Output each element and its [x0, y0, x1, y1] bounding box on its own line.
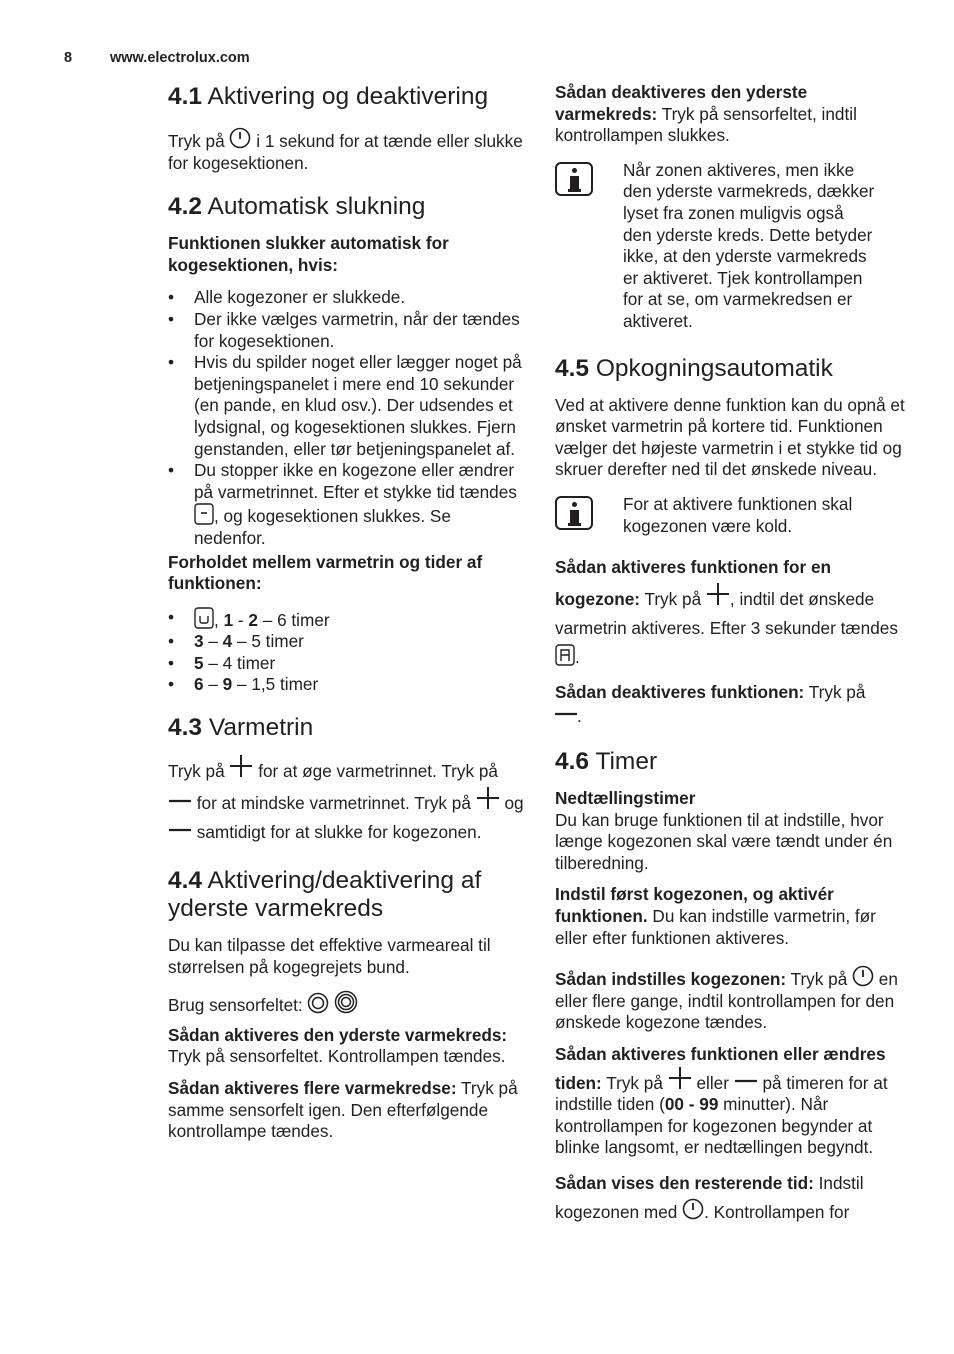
list-item: • Alle kogezoner er slukkede.	[168, 287, 524, 309]
info-note	[555, 160, 907, 333]
minus-icon	[734, 1079, 758, 1083]
text: samtidigt for at slukke for kogezonen.	[192, 822, 482, 843]
s45-deactivate	[555, 680, 907, 728]
s44-deactivate	[555, 82, 907, 147]
text: – 6 timer	[257, 609, 330, 630]
power-icon	[229, 127, 251, 149]
s46-change	[555, 1044, 907, 1159]
level: 1	[223, 609, 234, 630]
s44-multi	[168, 1078, 524, 1143]
text: Brug sensorfeltet:	[168, 995, 308, 1016]
timer-icon	[852, 965, 874, 987]
s42-lead	[168, 233, 524, 276]
level: 5	[194, 652, 204, 673]
s41-paragraph	[168, 127, 524, 174]
bold-text: Sådan vises den resterende tid:	[555, 1173, 814, 1193]
s44-activate	[168, 1025, 524, 1068]
minus-icon	[555, 712, 577, 716]
text: – 5 timer	[232, 631, 304, 652]
boost-a-icon	[555, 644, 575, 666]
single-ring-icon	[307, 992, 329, 1014]
text: Tryk på sensorfeltet, indtil kontrollampen slukkes.	[555, 103, 857, 146]
level: 6	[194, 674, 204, 695]
auto-off-list	[168, 287, 524, 549]
list-item	[168, 460, 524, 549]
double-ring-icon	[334, 990, 358, 1014]
s45-p1: Ved at aktivere denne funktion kan du opnå et ønsket varmetrin på kortere tid. Funktionen vælger det højeste varmetrin i et stykke tid og skruer derefter ned til det ønskede niveau.	[555, 394, 905, 480]
text: .	[575, 647, 580, 668]
heading-4-6	[555, 748, 907, 776]
info-text: Når zonen aktiveres, men ikke den yderste varmekreds, dækker lyset fra zonen muligvis også den yderste kreds. Dette betyder ikke, at den yderste varmekreds er aktiveret. Tjek kontrollampen for at se, om varmekredsen er aktiveret.	[623, 159, 875, 331]
heading-4-4	[168, 867, 524, 923]
s44-p1: Du kan tilpasse det effektive varmeareal til størrelsen på kogegrejets bund.	[168, 935, 491, 977]
bold-text: Sådan aktiveres flere varmekredse:	[168, 1078, 457, 1099]
text: Tryk på	[601, 1072, 668, 1093]
text: –	[203, 631, 223, 652]
info-icon	[555, 162, 593, 196]
section-number: 4.4	[168, 867, 203, 895]
list-item	[168, 653, 524, 675]
relation-heading	[168, 552, 524, 595]
section-number: 4.2	[168, 193, 203, 221]
info-text: For at aktivere funktionen skal kogezonen være kold.	[623, 493, 853, 536]
list-item	[168, 607, 524, 632]
right-column	[555, 82, 907, 1227]
text: på timeren for at indstille tiden (	[555, 1072, 888, 1115]
heading-text: Forholdet mellem varmetrin og tider af funktionen:	[168, 551, 483, 594]
section-title: Automatisk slukning	[207, 193, 426, 221]
text: .	[577, 706, 582, 727]
info-icon	[555, 496, 593, 530]
minus-box-icon	[194, 503, 214, 525]
bold-text: Sådan deaktiveres den yderste varmekreds:	[555, 82, 808, 124]
relation-list	[168, 607, 524, 696]
text: og	[499, 793, 524, 814]
text: , og kogesektionen slukkes. Se nedenfor.	[194, 506, 451, 548]
bold-text: Sådan deaktiveres funktionen:	[555, 682, 805, 703]
bold-text: Indstil først kogezonen, og aktivér funktionen.	[555, 884, 834, 927]
text: Tryk på	[168, 761, 230, 782]
text: Du kan bruge funktionen til at indstille, hvor længe kogezonen skal være tændt under én tilberedning.	[555, 809, 893, 873]
bold-text: Sådan aktiveres funktionen for en kogezone:	[555, 557, 832, 610]
bold-text: Sådan aktiveres den yderste varmekreds:	[168, 1024, 508, 1045]
text: , indtil det ønskede varmetrin aktiveres. Efter 3 sekunder tændes	[555, 589, 898, 639]
page-number: 8	[64, 50, 73, 66]
text: en eller flere gange, indtil kontrollampen for den ønskede kogezone tændes.	[555, 969, 898, 1033]
minus-icon	[168, 799, 192, 803]
text: – 4 timer	[203, 652, 276, 673]
text: Tryk på	[786, 969, 853, 990]
s46-set	[555, 965, 907, 1034]
text: -	[233, 609, 249, 630]
list-item	[168, 674, 524, 696]
text: minutter). Når kontrollampen for kogezonen begynder at blinke langsomt, er nedtællingen begyndt.	[555, 1094, 874, 1158]
left-column	[168, 80, 524, 1143]
heading-4-3	[168, 714, 524, 742]
plus-icon	[476, 786, 500, 810]
level: 3	[194, 631, 204, 652]
text: Tryk på	[804, 682, 866, 703]
section-title: Varmetrin	[208, 714, 314, 742]
s46-remaining	[555, 1169, 907, 1227]
section-number: 4.6	[555, 748, 590, 776]
subheading: Nedtællingstimer	[555, 788, 696, 809]
lead-text: Funktionen slukker automatisk for kogesektionen, hvis:	[168, 233, 449, 275]
timer-icon	[682, 1198, 704, 1220]
list-item: • Der ikke vælges varmetrin, når der tændes for kogesektionen.	[168, 309, 524, 352]
level: 4	[222, 631, 233, 652]
text: i 1 sekund for at tænde eller slukke for kogesektionen.	[168, 131, 523, 173]
plus-icon	[229, 754, 253, 778]
list-item	[168, 631, 524, 653]
text: Tryk på	[168, 131, 230, 151]
heading-4-2	[168, 193, 524, 221]
heading-4-1	[168, 83, 524, 111]
level: 2	[248, 609, 258, 630]
section-number: 4.3	[168, 714, 203, 742]
info-note	[555, 494, 907, 537]
text: Tryk på sensorfeltet. Kontrollampen tændes.	[168, 1046, 506, 1067]
page-header	[64, 50, 250, 66]
text: ,	[214, 609, 224, 630]
section-number: 4.1	[168, 83, 203, 110]
level: 9	[222, 674, 233, 695]
text: Du stopper ikke en kogezone eller ændrer på varmetrinnet. Efter et stykke tid tændes	[194, 460, 517, 502]
section-title: Aktivering og deaktivering	[207, 83, 489, 110]
heading-4-5	[555, 355, 907, 383]
text: Tryk på samme sensorfelt igen. Den efterfølgende kontrollampe tændes.	[168, 1078, 518, 1142]
s46-first	[555, 884, 907, 949]
text: Du kan indstille varmetrin, før eller efter funktionen aktiveres.	[555, 906, 876, 948]
website: www.electrolux.com	[110, 50, 250, 66]
section-title: Aktivering/deaktivering af yderste varmekreds	[168, 867, 482, 923]
text: eller	[691, 1072, 734, 1093]
time-range: 00 - 99	[664, 1094, 719, 1115]
s43-paragraph	[168, 754, 524, 847]
text: Indstil kogezonen med	[555, 1173, 864, 1222]
text: for at øge varmetrinnet. Tryk på	[253, 761, 498, 782]
section-title: Timer	[595, 748, 658, 776]
text: – 1,5 timer	[232, 674, 319, 695]
section-number: 4.5	[555, 354, 590, 382]
text: Tryk på	[640, 589, 706, 610]
bold-text: Sådan aktiveres funktionen eller ændres tiden:	[555, 1044, 886, 1093]
plus-icon	[668, 1066, 692, 1090]
list-item: • Hvis du spilder noget eller lægger noget på betjeningspanelet i mere end 10 sekunder (en pande, en klud osv.). Der udsendes et lydsignal, og kogesektionen slukkes. Fjern genstanden, eller tør betjeningspanelet af.	[168, 352, 524, 460]
bold-text: Sådan indstilles kogezonen:	[555, 969, 787, 990]
section-title: Opkogningsautomatik	[595, 354, 833, 382]
plus-icon	[706, 582, 730, 606]
text: –	[203, 674, 223, 695]
standby-icon	[194, 607, 214, 629]
s46-sub	[555, 788, 907, 874]
text: for at mindske varmetrinnet. Tryk på	[192, 793, 476, 814]
s44-p2	[168, 990, 524, 1017]
s45-activate	[555, 553, 907, 672]
text: . Kontrollampen for	[704, 1202, 850, 1222]
minus-icon	[168, 828, 192, 832]
